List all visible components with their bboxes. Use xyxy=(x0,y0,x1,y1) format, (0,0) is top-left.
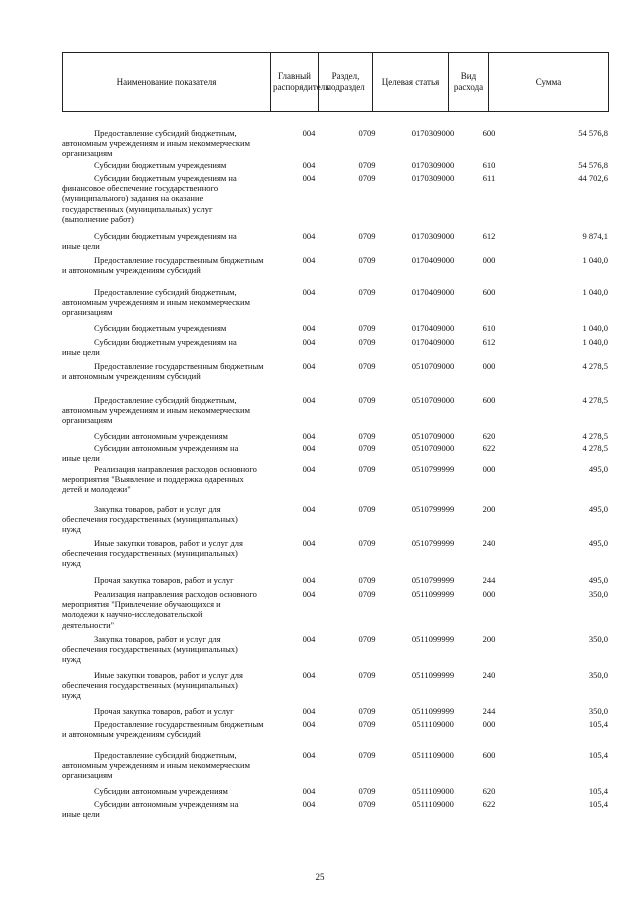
row-celevaya: 0511109000 xyxy=(412,799,454,809)
row-summa: 495,0 xyxy=(588,538,608,548)
row-summa: 1 040,0 xyxy=(582,337,608,347)
row-summa: 4 278,5 xyxy=(582,431,608,441)
row-vid: 000 xyxy=(482,255,496,265)
row-glavny: 004 xyxy=(302,231,316,241)
row-vid: 600 xyxy=(482,287,496,297)
row-summa: 9 874,1 xyxy=(582,231,608,241)
row-summa: 105,4 xyxy=(588,786,608,796)
row-summa: 350,0 xyxy=(588,670,608,680)
row-glavny: 004 xyxy=(302,538,316,548)
row-name: Прочая закупка товаров, работ и услуг xyxy=(94,706,234,716)
row-celevaya: 0511109000 xyxy=(412,750,454,760)
page-number: 25 xyxy=(315,872,325,882)
row-razdel: 0709 xyxy=(358,255,376,265)
row-celevaya: 0510709000 xyxy=(411,431,455,441)
row-vid: 200 xyxy=(482,504,496,514)
row-vid: 622 xyxy=(482,799,496,809)
row-vid: 240 xyxy=(482,538,496,548)
row-summa: 4 278,5 xyxy=(582,361,608,371)
header-summa: Сумма xyxy=(489,53,609,112)
row-vid: 000 xyxy=(482,719,496,729)
row-name: Предоставление субсидий бюджетным, автономным учреждениям и иным некоммерческим организациям xyxy=(62,750,250,781)
row-vid: 000 xyxy=(482,589,496,599)
header-vid: Вид расхода xyxy=(449,53,489,112)
row-glavny: 004 xyxy=(302,287,316,297)
row-glavny: 004 xyxy=(302,634,316,644)
row-name: Субсидии бюджетным учреждениям xyxy=(94,160,227,170)
row-razdel: 0709 xyxy=(358,443,376,453)
row-razdel: 0709 xyxy=(358,287,376,297)
row-celevaya: 0170309000 xyxy=(411,128,455,138)
row-glavny: 004 xyxy=(302,255,316,265)
row-name: Субсидии бюджетным учреждениям на иные цели xyxy=(62,231,237,252)
row-celevaya: 0510799999 xyxy=(411,538,455,548)
row-summa: 495,0 xyxy=(588,464,608,474)
row-summa: 105,4 xyxy=(588,750,608,760)
row-glavny: 004 xyxy=(302,323,316,333)
row-vid: 200 xyxy=(482,634,496,644)
row-razdel: 0709 xyxy=(358,575,376,585)
row-name: Субсидии автономным учреждениям на иные цели xyxy=(62,443,239,464)
row-razdel: 0709 xyxy=(358,538,376,548)
row-vid: 620 xyxy=(482,786,496,796)
row-summa: 495,0 xyxy=(588,504,608,514)
row-razdel: 0709 xyxy=(358,128,376,138)
row-summa: 105,4 xyxy=(588,719,608,729)
row-summa: 1 040,0 xyxy=(582,255,608,265)
row-name: Субсидии бюджетным учреждениям на финансовое обеспечение государственного (муниципального) задания на оказание государственных (муниципальных) услуг (выполнение работ) xyxy=(62,173,237,224)
row-vid: 244 xyxy=(482,706,496,716)
row-celevaya: 0511109000 xyxy=(412,719,454,729)
row-name: Закупка товаров, работ и услуг для обеспечения государственных (муниципальных) нужд xyxy=(62,504,238,535)
row-summa: 1 040,0 xyxy=(582,287,608,297)
row-razdel: 0709 xyxy=(358,323,376,333)
row-glavny: 004 xyxy=(302,504,316,514)
row-razdel: 0709 xyxy=(358,431,376,441)
row-summa: 1 040,0 xyxy=(582,323,608,333)
row-razdel: 0709 xyxy=(358,231,376,241)
row-celevaya: 0511099999 xyxy=(411,589,455,599)
row-celevaya: 0170409000 xyxy=(411,337,455,347)
row-summa: 4 278,5 xyxy=(582,395,608,405)
row-glavny: 004 xyxy=(302,575,316,585)
row-celevaya: 0170409000 xyxy=(411,287,455,297)
row-vid: 000 xyxy=(482,464,496,474)
row-vid: 622 xyxy=(482,443,496,453)
row-summa: 44 702,6 xyxy=(578,173,608,183)
row-vid: 612 xyxy=(482,231,496,241)
row-celevaya: 0170409000 xyxy=(411,255,455,265)
row-razdel: 0709 xyxy=(358,799,376,809)
row-name: Субсидии автономным учреждениям xyxy=(94,786,228,796)
row-summa: 350,0 xyxy=(588,589,608,599)
row-name: Субсидии автономным учреждениям xyxy=(94,431,228,441)
row-name: Субсидии бюджетным учреждениям на иные цели xyxy=(62,337,237,358)
row-vid: 240 xyxy=(482,670,496,680)
row-name: Предоставление государственным бюджетным и автономным учреждениям субсидий xyxy=(62,255,264,276)
row-vid: 600 xyxy=(482,750,496,760)
row-razdel: 0709 xyxy=(358,719,376,729)
row-razdel: 0709 xyxy=(358,786,376,796)
row-glavny: 004 xyxy=(302,589,316,599)
row-celevaya: 0510799999 xyxy=(411,504,455,514)
row-name: Предоставление государственным бюджетным и автономным учреждениям субсидий xyxy=(62,719,264,740)
row-glavny: 004 xyxy=(302,128,316,138)
row-name: Иные закупки товаров, работ и услуг для обеспечения государственных (муниципальных) нужд xyxy=(62,538,243,569)
row-glavny: 004 xyxy=(302,719,316,729)
row-celevaya: 0510799999 xyxy=(411,575,455,585)
row-vid: 611 xyxy=(482,173,496,183)
row-celevaya: 0170309000 xyxy=(411,160,455,170)
row-vid: 600 xyxy=(482,395,496,405)
row-razdel: 0709 xyxy=(358,464,376,474)
row-glavny: 004 xyxy=(302,337,316,347)
row-glavny: 004 xyxy=(302,670,316,680)
row-celevaya: 0511099999 xyxy=(411,670,455,680)
row-glavny: 004 xyxy=(302,361,316,371)
row-glavny: 004 xyxy=(302,431,316,441)
row-celevaya: 0170309000 xyxy=(411,231,455,241)
row-glavny: 004 xyxy=(302,706,316,716)
row-summa: 105,4 xyxy=(588,799,608,809)
row-glavny: 004 xyxy=(302,160,316,170)
row-razdel: 0709 xyxy=(358,706,376,716)
row-celevaya: 0510799999 xyxy=(411,464,455,474)
row-name: Предоставление субсидий бюджетным, автономным учреждениям и иным некоммерческим организациям xyxy=(62,287,250,318)
row-celevaya: 0170309000 xyxy=(411,173,455,183)
row-name: Субсидии автономным учреждениям на иные цели xyxy=(62,799,239,820)
row-summa: 54 576,8 xyxy=(578,128,608,138)
row-celevaya: 0510709000 xyxy=(411,395,455,405)
row-summa: 350,0 xyxy=(588,706,608,716)
row-name: Предоставление субсидий бюджетным, автономным учреждениям и иным некоммерческим организациям xyxy=(62,128,250,159)
row-name: Закупка товаров, работ и услуг для обеспечения государственных (муниципальных) нужд xyxy=(62,634,238,665)
row-razdel: 0709 xyxy=(358,337,376,347)
row-summa: 350,0 xyxy=(588,634,608,644)
row-vid: 620 xyxy=(482,431,496,441)
row-summa: 4 278,5 xyxy=(582,443,608,453)
header-name: Наименование показателя xyxy=(63,53,271,112)
row-vid: 610 xyxy=(482,160,496,170)
row-name: Иные закупки товаров, работ и услуг для обеспечения государственных (муниципальных) нужд xyxy=(62,670,243,701)
row-glavny: 004 xyxy=(302,443,316,453)
header-razdel: Раздел, подраздел xyxy=(319,53,373,112)
row-celevaya: 0511099999 xyxy=(411,706,455,716)
row-vid: 612 xyxy=(482,337,496,347)
row-celevaya: 0510709000 xyxy=(411,361,455,371)
row-name: Реализация направления расходов основного мероприятия "Выявление и поддержка одаренных детей и молодежи" xyxy=(62,464,257,495)
row-glavny: 004 xyxy=(302,750,316,760)
row-name: Реализация направления расходов основного мероприятия "Привлечение обучающихся и молодежи к научно-исследовательской деятельности" xyxy=(62,589,257,630)
row-glavny: 004 xyxy=(302,173,316,183)
row-celevaya: 0510709000 xyxy=(411,443,455,453)
row-glavny: 004 xyxy=(302,799,316,809)
row-razdel: 0709 xyxy=(358,750,376,760)
row-glavny: 004 xyxy=(302,395,316,405)
row-razdel: 0709 xyxy=(358,361,376,371)
row-razdel: 0709 xyxy=(358,504,376,514)
row-razdel: 0709 xyxy=(358,173,376,183)
row-celevaya: 0511109000 xyxy=(412,786,454,796)
row-name: Субсидии бюджетным учреждениям xyxy=(94,323,227,333)
row-name: Прочая закупка товаров, работ и услуг xyxy=(94,575,234,585)
header-glavny: Главный распорядитель xyxy=(271,53,319,112)
row-summa: 495,0 xyxy=(588,575,608,585)
row-name: Предоставление государственным бюджетным и автономным учреждениям субсидий xyxy=(62,361,264,382)
row-razdel: 0709 xyxy=(358,670,376,680)
row-summa: 54 576,8 xyxy=(578,160,608,170)
header-celevaya: Целевая статья xyxy=(373,53,449,112)
row-razdel: 0709 xyxy=(358,160,376,170)
row-name: Предоставление субсидий бюджетным, автономным учреждениям и иным некоммерческим организациям xyxy=(62,395,250,426)
row-glavny: 004 xyxy=(302,464,316,474)
row-celevaya: 0511099999 xyxy=(411,634,455,644)
row-razdel: 0709 xyxy=(358,634,376,644)
row-glavny: 004 xyxy=(302,786,316,796)
row-vid: 610 xyxy=(482,323,496,333)
row-razdel: 0709 xyxy=(358,395,376,405)
row-vid: 244 xyxy=(482,575,496,585)
row-vid: 000 xyxy=(482,361,496,371)
row-razdel: 0709 xyxy=(358,589,376,599)
row-celevaya: 0170409000 xyxy=(411,323,455,333)
row-vid: 600 xyxy=(482,128,496,138)
